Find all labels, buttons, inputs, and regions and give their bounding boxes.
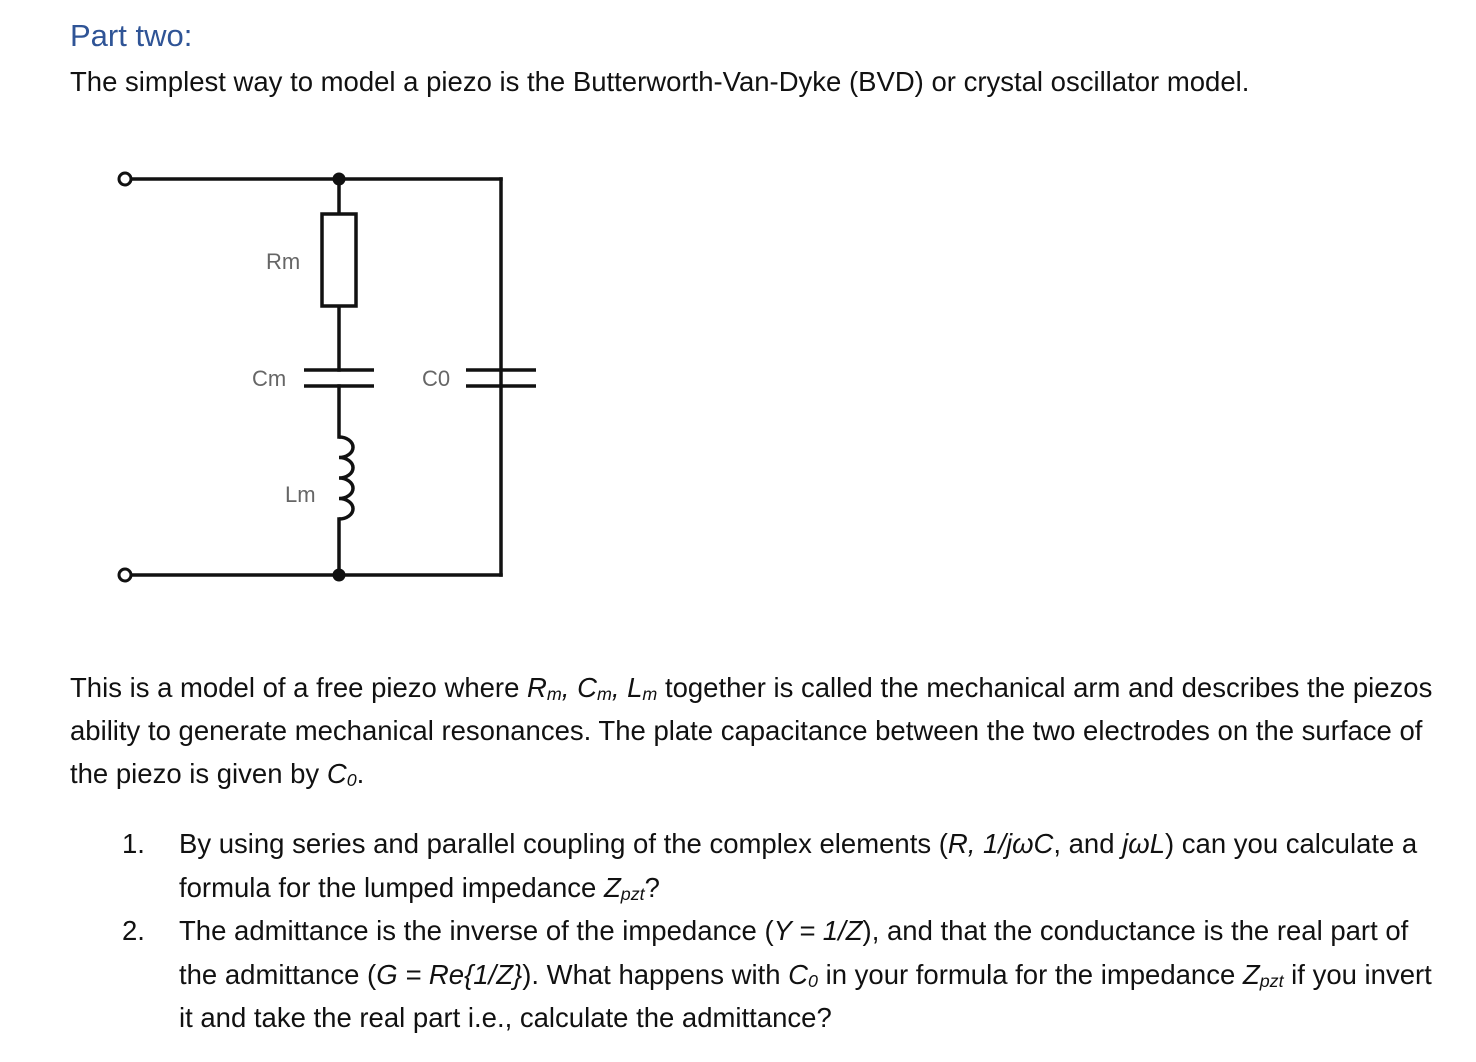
question-number: 1.: [122, 828, 145, 859]
question-list: [122, 822, 1452, 1040]
model-description: This is a model of a free piezo where $R_m$, $C_m$, $L_m$ together is called the mechanical arm and describes the piezos ability to generate mechanical resonances. The plate capacitance between the two electrodes on the surface of the piezo is given by $C_0$.: [70, 672, 1433, 791]
question-1: 1. By using series and parallel coupling of the complex elements (R, 1/jωC, and jωL) can you calculate a formula for the lumped impedance $Z_{pzt}$?: [122, 822, 1452, 909]
label-cm: Cm: [252, 366, 287, 391]
question-number: 2.: [122, 915, 145, 946]
terminal-bottom: [119, 569, 131, 581]
section-heading: Part two:: [70, 18, 193, 53]
resistor-rm: [322, 214, 356, 306]
question-2: 2. The admittance is the inverse of the impedance (Y = 1/Z), and that the conductance is the real part of the admittance (G = Re{1/Z}). What happens with $C_0$ in your formula for the impedance $Z_{pzt}$ if you invert it and take the real part i.e., calculate the admittance?: [122, 909, 1452, 1040]
intro-text: The simplest way to model a piezo is the Butterworth-Van-Dyke (BVD) or crystal oscillator model.: [70, 66, 1250, 97]
label-rm: Rm: [266, 249, 301, 274]
bvd-circuit-diagram: [100, 150, 550, 590]
label-lm: Lm: [285, 482, 316, 507]
capacitor-cm: [304, 370, 374, 386]
terminal-top: [119, 173, 131, 185]
junction-top: [333, 173, 346, 186]
label-c0: C0: [422, 366, 451, 391]
inductor-lm: [339, 437, 353, 519]
junction-bottom: [333, 569, 346, 582]
